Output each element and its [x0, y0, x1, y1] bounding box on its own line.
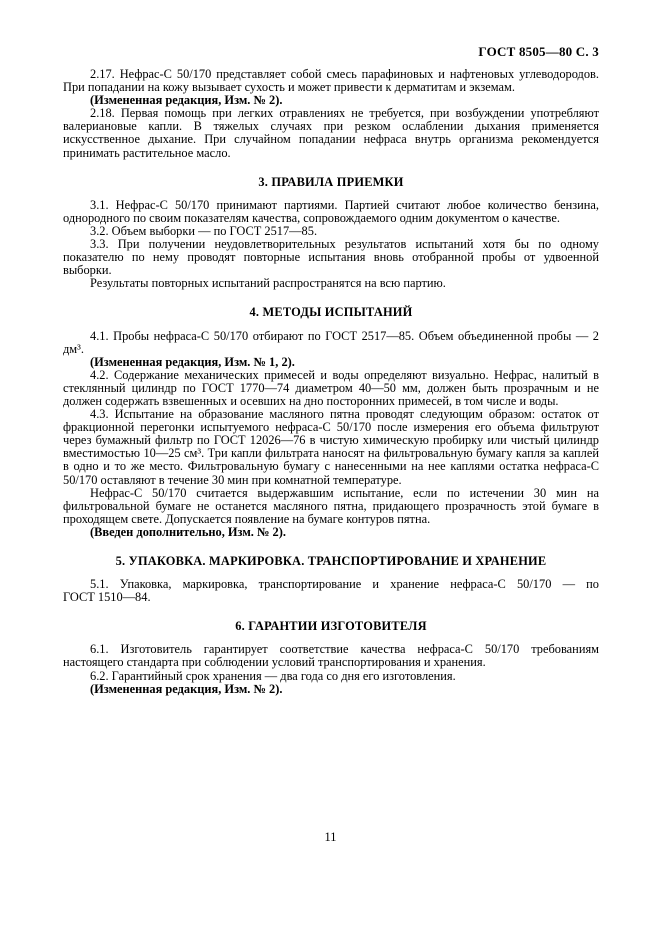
- page-number: 11: [324, 830, 337, 844]
- paragraph: [63, 578, 599, 604]
- section-heading: 6. ГАРАНТИИ ИЗГОТОВИТЕЛЯ: [235, 619, 427, 634]
- paragraph: 4.2. Содержание механических примесей и воды определяют визуально. Нефрас, налитый в стеклянный цилиндр по ГОСТ 1770—74 диаметром 40—50 мм, должен быть прозрачным и не должен содержать взвешенных и осевших на дно посторонних примесей, в том числе и воды.: [63, 367, 599, 408]
- paragraph-line: 5.1. Упаковка, маркировка, транспортирование и хранение нефраса-С 50/170 — по: [90, 577, 599, 592]
- amendment-note: (Измененная редакция, Изм. № 1, 2).: [90, 354, 295, 369]
- paragraph: 3.2. Объем выборки — по ГОСТ 2517—85.: [90, 223, 318, 238]
- section-heading: 5. УПАКОВКА. МАРКИРОВКА. ТРАНСПОРТИРОВАНИЕ И ХРАНЕНИЕ: [115, 554, 547, 568]
- paragraph: 4.3. Испытание на образование масляного пятна проводят следующим образом: остаток от фракционной перегонки испытуемого нефраса-С 50/170 после измерения его объема фильтруют через бумажный фильтр по ГОСТ 12026—76 в чистую химическую пробирку или чистый цилиндр вместимостью 10—25 см³. Три капли фильтрата наносят на фильтровальную бумагу капля за каплей в одно и то же место. Фильтровальную бумагу с нанесенными на нее каплями остатка нефраса-С 50/170 оставляют в течение 30 мин при комнатной температуре.: [63, 407, 599, 487]
- amendment-note: (Измененная редакция, Изм. № 2).: [90, 93, 283, 108]
- section-heading: 4. МЕТОДЫ ИСПЫТАНИЙ: [249, 305, 413, 320]
- paragraph: 3.3. При получении неудовлетворительных результатов испытаний хотя бы по одному показателю по нему проводят повторные испытания вновь отобранной пробы от удвоенной выборки.: [63, 237, 599, 278]
- paragraph: 3.1. Нефрас-С 50/170 принимают партиями. Партией считают любое количество бензина, однородного по своим показателям качества, сопровождаемого одним документом о качестве.: [63, 197, 599, 225]
- document-header-gost-number: ГОСТ 8505—80 С. 3: [478, 44, 599, 59]
- paragraph: 6.2. Гарантийный срок хранения — два года со дня его изготовления.: [90, 668, 456, 683]
- paragraph: 2.18. Первая помощь при легких отравлениях не требуется, при возбуждении употребляют валериановые капли. В тяжелых случаях при резком ослаблении дыхания применяется искусственное дыхание. При случайном попадании нефраса внутрь организма рекомендуется принимать растительное масло.: [63, 106, 599, 160]
- document-content: [63, 68, 599, 696]
- paragraph: 4.1. Пробы нефраса-С 50/170 отбирают по ГОСТ 2517—85. Объем объединенной пробы — 2 дм³.: [63, 328, 599, 356]
- amendment-note: (Введен дополнительно, Изм. № 2).: [90, 524, 286, 539]
- paragraph: Результаты повторных испытаний распространятся на всю партию.: [90, 276, 446, 291]
- paragraph: 2.17. Нефрас-С 50/170 представляет собой смесь парафиновых и нафтеновых углеводородов. При попадании на кожу вызывает сухость и может привести к дерматитам и экземам.: [63, 67, 599, 95]
- paragraph-line: ГОСТ 1510—84.: [63, 590, 151, 605]
- section-heading: 3. ПРАВИЛА ПРИЕМКИ: [258, 174, 404, 189]
- amendment-note: (Измененная редакция, Изм. № 2).: [90, 681, 283, 696]
- paragraph: Нефрас-С 50/170 считается выдержавшим испытание, если по истечении 30 мин на фильтровальной бумаге не останется масляного пятна, придающего прозрачность этой бумаге в проходящем свете. Допускается появление на бумаге контуров пятна.: [63, 485, 599, 526]
- paragraph: 6.1. Изготовитель гарантирует соответствие качества нефраса-С 50/170 требованиям настоящего стандарта при соблюдении условий транспортирования и хранения.: [63, 642, 599, 670]
